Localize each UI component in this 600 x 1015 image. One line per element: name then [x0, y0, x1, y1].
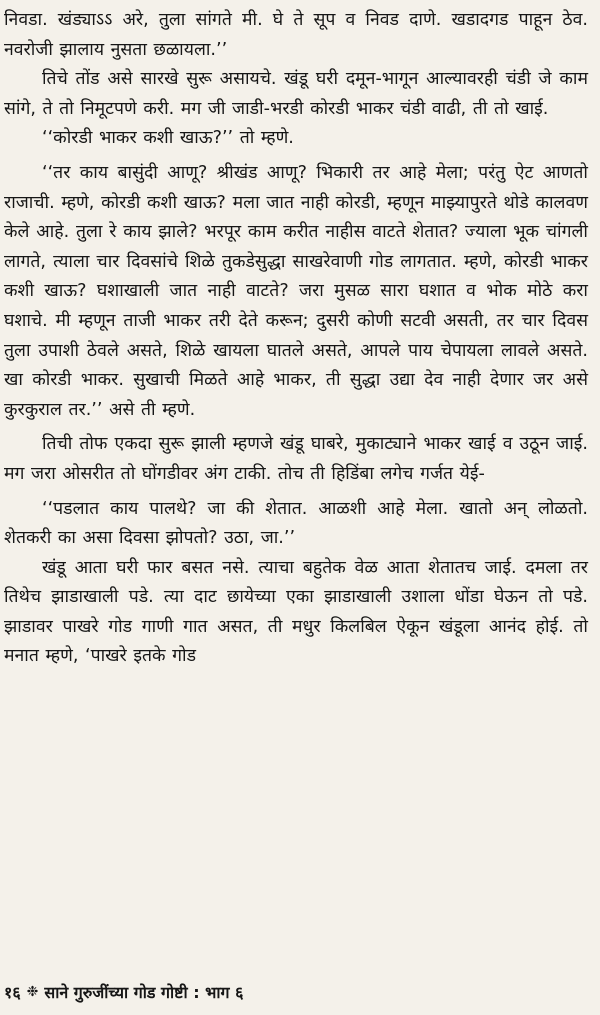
paragraph-5: तिची तोफ एकदा सुरू झाली म्हणजे खंडू घाबरे, मुकाट्याने भाकर खाई व उठून जाई. मग जरा ओसरीत तो घोंगडीवर अंग टाकी. तोच ती हिडिंबा लगेच गर्जत येई-: [4, 434, 588, 484]
book-title: साने गुरुजींच्या गोड गोष्टी : भाग ६: [44, 983, 244, 1002]
flower-separator-icon: ❉: [26, 984, 39, 1000]
page-number: १६: [4, 983, 21, 1002]
paragraph-7: खंडू आता घरी फार बसत नसे. त्याचा बहुतेक वेळ आता शेतातच जाई. दमला तर तिथेच झाडाखाली पडे. त्या दाट छायेच्या एका झाडाखाली उशाला धोंडा घेऊन तो पडे. झाडावर पाखरे गोड गाणी गात असत, ती मधुर किलबिल ऐकून खंडूला आनंद होई. तो मनात म्हणे, ‘पाखरे इतके गोड: [4, 557, 588, 667]
paragraph-3: ‘‘कोरडी भाकर कशी खाऊ?’’ तो म्हणे.: [42, 128, 294, 149]
paragraph-6: ‘‘पडलात काय पालथे? जा की शेतात. आळशी आहे मेला. खातो अन् लोळतो. शेतकरी का असा दिवसा झोपतो? उठा, जा.’’: [4, 498, 588, 549]
page-footer: [4, 981, 243, 1003]
paragraph-1: निवडा. खंड्याऽऽ अरे, तुला सांगते मी. घे ते सूप व निवड दाणे. खडादगड पाहून ठेव. नवरोजी झालाय नुसता छळायला.’’: [4, 10, 588, 60]
paragraph-2: तिचे तोंड असे सारखे सुरू असायचे. खंडू घरी दमून-भागून आल्यावरही चंडी जे काम सांगे, ते तो निमूटपणे करी. मग जी जाडी-भरडी कोरडी भाकर चंडी वाढी, ती तो खाई.: [4, 69, 588, 119]
paragraph-4: ‘‘तर काय बासुंदी आणू? श्रीखंड आणू? भिकारी तर आहे मेला; परंतु ऐट आणतो राजाची. म्हणे, कोरडी कशी खाऊ? मला जात नाही कोरडी, म्हणून माझ्यापुरते थोडे कालवण केले आहे. तुला रे काय झाले? भरपूर काम करीत नाहीस वाटते शेतात? ज्याला भूक चांगली लागते, त्याला चार दिवसांचे शिळे तुकडेसुद्धा साखरेवाणी गोड लागतात. म्हणे, कोरडी भाकर कशी खाऊ? घशाखाली जात नाही वाटते? जरा मुसळ सारा घशात व भोक मोठे करा घशाचे. मी म्हणून ताजी भाकर तरी देते करून; दुसरी कोणी सटवी असती, तर चार दिवस तुला उपाशी ठेवले असते, शिळे खायला घातले असते, आपले पाय चेपायला लावले असते. खा कोरडी भाकर. सुखाची मिळते आहे भाकर, ती सुद्धा उद्या देव नाही देणार जर असे कुरकुराल तर.’’ असे ती म्हणे.: [4, 162, 588, 420]
